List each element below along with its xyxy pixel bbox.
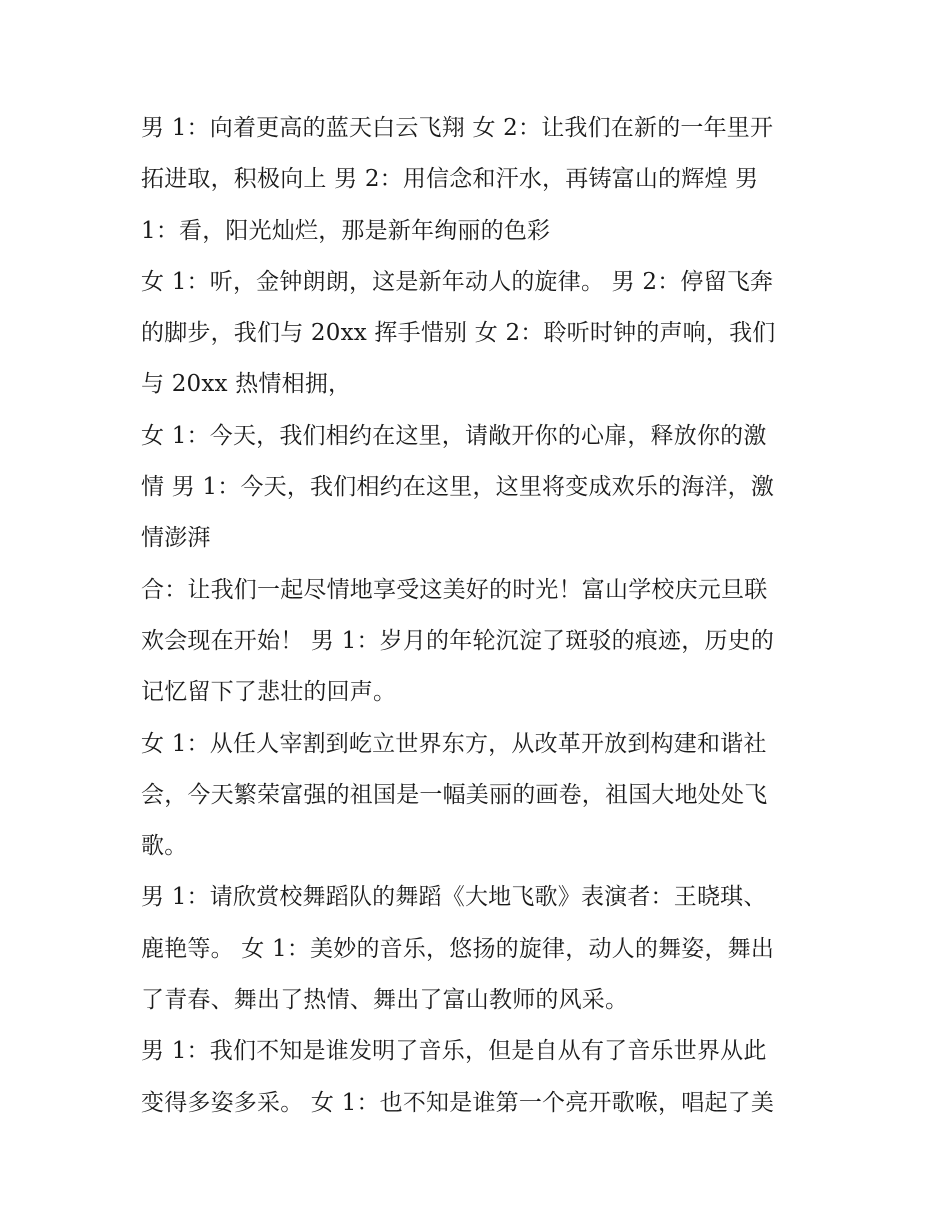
text-line: 女 1：从任人宰割到屹立世界东方，从改革开放到构建和谐社	[141, 730, 767, 757]
text-line: 的脚步，我们与 20xx 挥手惜别 女 2：聆听时钟的声响，我们	[141, 320, 776, 347]
text-line: 歌。	[141, 833, 188, 860]
text-line: 男 1：我们不知是谁发明了音乐，但是自从有了音乐世界从此	[141, 1038, 767, 1065]
text-line: 了青春、舞出了热情、舞出了富山教师的风采。	[141, 987, 629, 1014]
text-line: 合：让我们一起尽情地享受这美好的时光！富山学校庆元旦联	[141, 576, 768, 603]
text-line: 男 1：请欣赏校舞蹈队的舞蹈《大地飞歌》表演者：王晓琪、	[141, 884, 767, 911]
document-body	[141, 108, 821, 1134]
text-line: 鹿艳等。 女 1：美妙的音乐，悠扬的旋律，动人的舞姿，舞出	[141, 935, 775, 962]
text-line: 记忆留下了悲壮的回声。	[141, 679, 397, 706]
text-line: 会，今天繁荣富强的祖国是一幅美丽的画卷，祖国大地处处飞	[141, 781, 768, 808]
text-line: 欢会现在开始！ 男 1：岁月的年轮沉淀了斑驳的痕迹，历史的	[141, 627, 775, 654]
text-line: 1：看，阳光灿烂，那是新年绚丽的色彩	[141, 217, 551, 244]
text-line: 男 1：向着更高的蓝天白云飞翔 女 2：让我们在新的一年里开	[141, 115, 774, 141]
text-line: 拓进取，积极向上 男 2：用信念和汗水，再铸富山的辉煌 男	[141, 166, 759, 193]
text-line: 情澎湃	[141, 525, 211, 552]
text-line: 女 1：今天，我们相约在这里，请敞开你的心扉，释放你的激	[141, 422, 767, 449]
text-line: 情 男 1：今天，我们相约在这里，这里将变成欢乐的海洋，激	[141, 474, 775, 501]
text-line: 女 1：听，金钟朗朗，这是新年动人的旋律。 男 2：停留飞奔	[141, 268, 774, 295]
text-line: 变得多姿多采。 女 1：也不知是谁第一个亮开歌喉，唱起了美	[141, 1089, 775, 1116]
text-line: 与 20xx 热情相拥，	[141, 371, 352, 398]
